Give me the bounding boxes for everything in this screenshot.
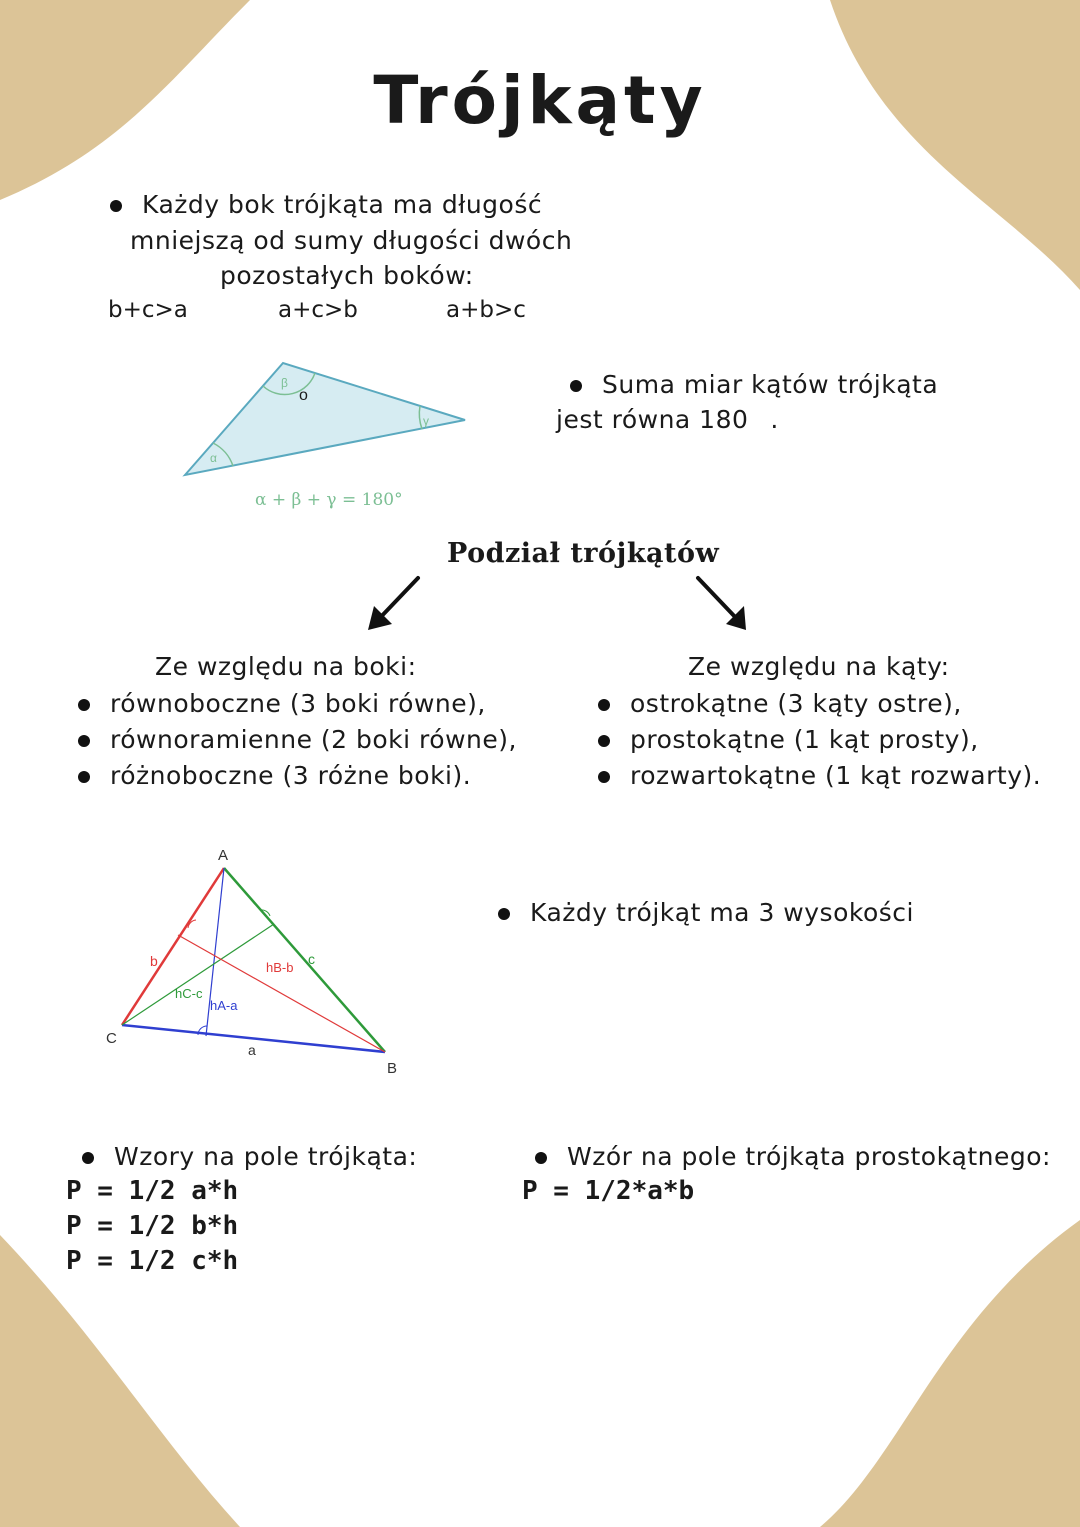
right-area-title: Wzór na pole trójkąta prostokątnego: [567, 1142, 1051, 1171]
triangle-inequality-text1: Każdy bok trójkąta ma długość [142, 190, 543, 219]
h-c-label: hC-c [175, 986, 203, 1001]
side-c [224, 868, 385, 1052]
by-sides-list [78, 686, 517, 794]
bullet-icon [110, 200, 122, 212]
bullet-icon [78, 735, 90, 747]
classification-heading: Podział trójkątów [447, 538, 720, 569]
bullet-icon [78, 699, 90, 711]
list-item [598, 686, 1041, 722]
bullet-icon [82, 1152, 94, 1164]
height-c [122, 924, 274, 1025]
bullet-icon [598, 771, 610, 783]
area-title-line [82, 1142, 417, 1171]
angle-sum-line1 [570, 370, 938, 399]
inequality-bc-a: b+c>a [108, 297, 188, 323]
angle-triangle-diagram [175, 355, 475, 485]
by-angles-item-obtuse: rozwartokątne (1 kąt rozwarty). [630, 761, 1042, 790]
list-item [78, 686, 517, 722]
heights-triangle-diagram [100, 840, 420, 1080]
area-formula-b: P = 1/2 b*h [66, 1211, 239, 1241]
bullet-icon [570, 380, 582, 392]
h-b-label: hB-b [266, 960, 294, 975]
triangle-inequality-line2: mniejszą od sumy długości dwóch [130, 226, 573, 255]
degree-circle: o [299, 387, 308, 404]
h-a-label: hA-a [210, 998, 238, 1013]
area-formula-a: P = 1/2 a*h [66, 1176, 239, 1206]
bullet-icon [598, 735, 610, 747]
vertex-a-label: A [218, 847, 229, 864]
heights-text: Każdy trójkąt ma 3 wysokości [530, 898, 914, 927]
page-title: Trójkąty [373, 62, 707, 139]
triangle-inequality-line3: pozostałych boków: [220, 261, 474, 290]
corner-bottom-right [820, 1220, 1080, 1527]
arrow-down-right-icon [690, 570, 760, 640]
vertex-b-label: B [387, 1060, 398, 1077]
area-formula-c: P = 1/2 c*h [66, 1246, 239, 1276]
bullet-icon [498, 908, 510, 920]
side-b [122, 868, 224, 1025]
by-sides-title: Ze względu na boki: [155, 652, 417, 681]
bullet-icon [78, 771, 90, 783]
side-a-label: a [248, 1042, 256, 1058]
corner-bottom-left [0, 1235, 240, 1527]
angle-sum-text1: Suma miar kątów trójkąta [602, 370, 939, 399]
list-item [78, 758, 517, 794]
list-item [598, 722, 1041, 758]
bullet-icon [598, 699, 610, 711]
by-angles-title: Ze względu na kąty: [688, 652, 950, 681]
side-c-label: c [308, 951, 315, 967]
side-b-label: b [150, 953, 158, 969]
angle-sum-dot: . [770, 405, 779, 434]
by-sides-item-scalene: różnoboczne (3 różne boki). [110, 761, 472, 790]
by-angles-item-right: prostokątne (1 kąt prosty), [630, 725, 979, 754]
heights-line [498, 898, 914, 927]
list-item [78, 722, 517, 758]
area-title: Wzory na pole trójkąta: [114, 1142, 418, 1171]
label-beta: β [281, 376, 288, 390]
by-sides-item-equilateral: równoboczne (3 boki równe), [110, 689, 486, 718]
right-area-title-line [535, 1142, 1051, 1171]
vertex-c-label: C [106, 1030, 117, 1047]
angle-sum-equation: α + β + γ = 180° [255, 490, 403, 510]
arrow-down-left-icon [360, 570, 430, 640]
by-angles-list [598, 686, 1041, 794]
list-item [598, 758, 1041, 794]
angle-sum-line2 [556, 405, 779, 434]
angle-sum-text2: jest równa 180 [556, 405, 749, 434]
bullet-icon [535, 1152, 547, 1164]
corner-top-right [830, 0, 1080, 290]
inequality-ac-b: a+c>b [278, 297, 358, 323]
label-gamma: γ [423, 414, 429, 428]
by-sides-item-isosceles: równoramienne (2 boki równe), [110, 725, 517, 754]
triangle-inequality-line1 [110, 190, 542, 219]
label-alpha: α [210, 451, 217, 465]
inequality-ab-c: a+b>c [446, 297, 526, 323]
right-area-formula: P = 1/2*a*b [522, 1176, 695, 1206]
by-angles-item-acute: ostrokątne (3 kąty ostre), [630, 689, 962, 718]
